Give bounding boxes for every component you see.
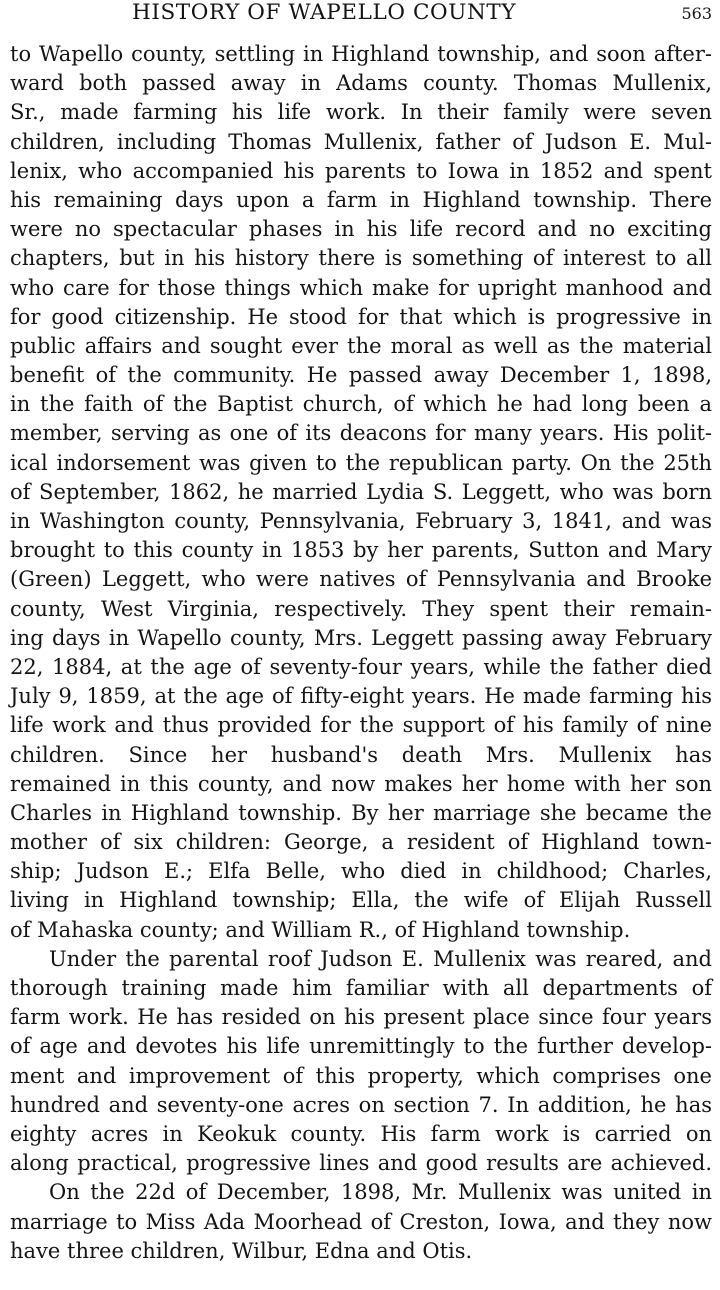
text-line: hundred and seventy-one acres on section 7. In addition, he has	[10, 1092, 712, 1117]
text-line: life work and thus provided for the support of his family of nine	[10, 713, 712, 738]
text-line: public affairs and sought ever the moral as well as the material	[10, 333, 712, 358]
text-line: ship; Judson E.; Elfa Belle, who died in childhood; Charles,	[10, 859, 712, 884]
text-line: benefit of the community. He passed away December 1, 1898,	[10, 363, 712, 388]
text-line: his remaining days upon a farm in Highland township. There	[10, 187, 712, 212]
text-line: have three children, Wilbur, Edna and Otis.	[10, 1238, 473, 1263]
text-line: who care for those things which make for upright manhood and	[10, 275, 712, 300]
text-line: Charles in Highland township. By her marriage she became the	[10, 800, 712, 825]
text-line: chapters, but in his history there is something of interest to all	[10, 246, 712, 271]
text-line: brought to this county in 1853 by her parents, Sutton and Mary	[10, 538, 712, 563]
text-line: living in Highland township; Ella, the wife of Elijah Russell	[10, 888, 712, 913]
text-line: of age and devotes his life unremittingly to the further develop-	[10, 1034, 712, 1059]
text-line: (Green) Leggett, who were natives of Pennsylvania and Brooke	[10, 567, 712, 592]
text-line: children. Since her husband's death Mrs. Mullenix has	[10, 742, 712, 767]
text-line: remained in this county, and now makes her home with her son	[10, 771, 712, 796]
text-line: along practical, progressive lines and good results are achieved.	[10, 1151, 712, 1176]
text-line: eighty acres in Keokuk county. His farm work is carried on	[10, 1121, 712, 1146]
text-line: mother of six children: George, a resident of Highland town-	[10, 830, 712, 855]
page-number: 563	[681, 4, 712, 23]
text-line: 22, 1884, at the age of seventy-four years, while the father died	[10, 654, 712, 679]
text-line: Sr., made farming his life work. In their family were seven	[10, 100, 712, 125]
running-title: HISTORY OF WAPELLO COUNTY	[132, 0, 517, 25]
paragraph-start-line: Under the parental roof Judson E. Mullenix was reared, and	[49, 946, 712, 971]
text-line: were no spectacular phases in his life record and no exciting	[10, 217, 712, 242]
text-line: lenix, who accompanied his parents to Iowa in 1852 and spent	[10, 158, 712, 183]
text-line: ment and improvement of this property, which comprises one	[10, 1063, 712, 1088]
text-line: children, including Thomas Mullenix, father of Judson E. Mul-	[10, 129, 712, 154]
text-line: member, serving as one of its deacons for many years. His polit-	[10, 421, 712, 446]
text-line: ing days in Wapello county, Mrs. Leggett passing away February	[10, 625, 712, 650]
text-line: county, West Virginia, respectively. They spent their remain-	[10, 596, 712, 621]
text-line: of Mahaska county; and William R., of Highland township.	[10, 917, 631, 942]
text-line: in the faith of the Baptist church, of which he had long been a	[10, 392, 712, 417]
running-head	[0, 0, 720, 30]
text-line: July 9, 1859, at the age of fifty-eight years. He made farming his	[10, 684, 712, 709]
text-line: of September, 1862, he married Lydia S. Leggett, who was born	[10, 479, 712, 504]
text-line: to Wapello county, settling in Highland township, and soon after-	[10, 42, 712, 66]
text-line: for good citizenship. He stood for that which is progressive in	[10, 304, 712, 329]
text-line: marriage to Miss Ada Moorhead of Creston, Iowa, and they now	[10, 1209, 712, 1234]
body-text	[10, 40, 712, 1266]
text-line: farm work. He has resided on his present place since four years	[10, 1005, 712, 1030]
paragraph-start-line: On the 22d of December, 1898, Mr. Mullenix was united in	[49, 1180, 712, 1205]
text-line: ward both passed away in Adams county. Thomas Mullenix,	[10, 71, 712, 96]
text-line: ical indorsement was given to the republican party. On the 25th	[10, 450, 712, 475]
text-line: in Washington county, Pennsylvania, February 3, 1841, and was	[10, 509, 712, 533]
text-line: thorough training made him familiar with all departments of	[10, 976, 712, 1000]
